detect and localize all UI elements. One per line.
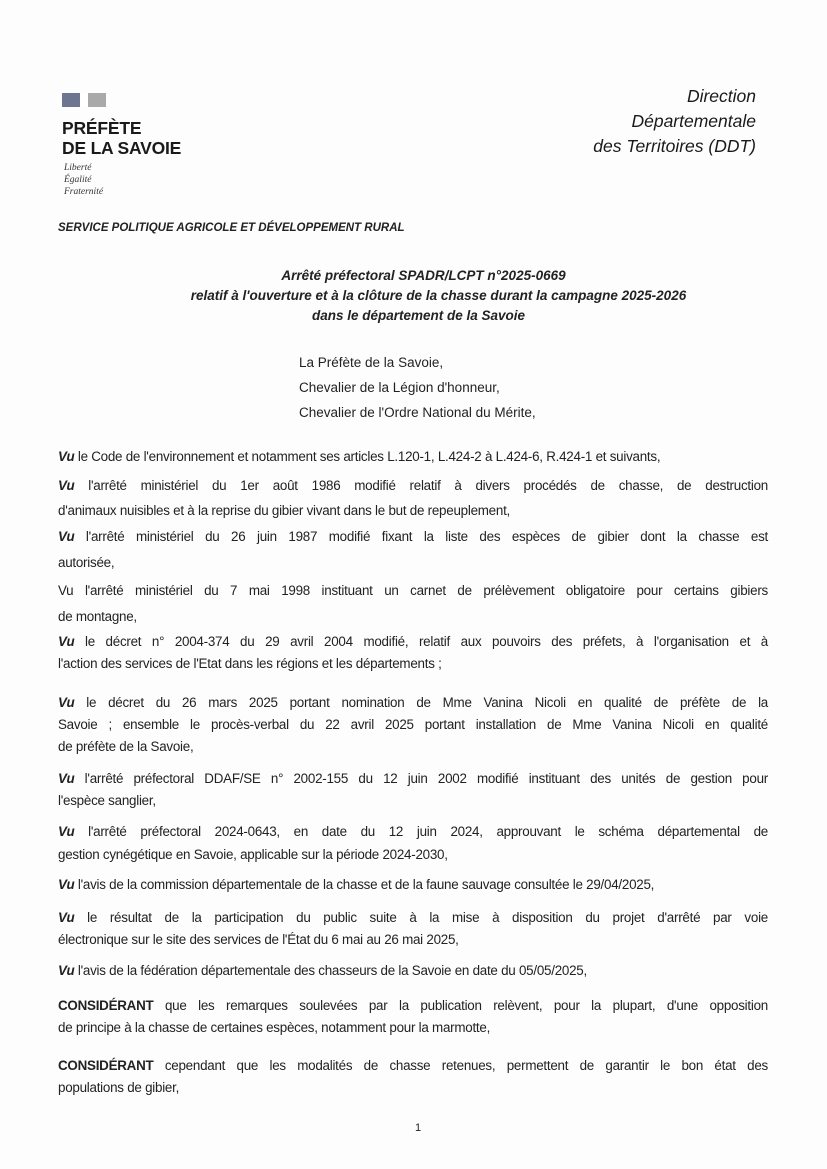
paragraph-text: le décret du 26 mars 2025 portant nomination de Mme Vanina Nicoli en qualité de préfète de la bbox=[74, 695, 768, 710]
paragraph-line bbox=[58, 631, 768, 653]
paragraph-text: l'arrêté préfectoral 2024-0643, en date du 12 juin 2024, approuvant le schéma départemental de bbox=[74, 824, 768, 839]
paragraph-line: de préfète de la Savoie, bbox=[58, 739, 194, 754]
paragraph-line: autorisée, bbox=[58, 555, 115, 570]
paragraph-line: de montagne, bbox=[58, 609, 137, 624]
service-name: SERVICE POLITIQUE AGRICOLE ET DÉVELOPPEMENT RURAL bbox=[58, 222, 405, 234]
vu-paragraph bbox=[58, 473, 768, 523]
paragraph-text: le résultat de la participation du public suite à la mise à disposition du projet d'arrêté par voie bbox=[74, 910, 768, 925]
vu-paragraph bbox=[58, 578, 768, 630]
paragraph-line bbox=[58, 820, 768, 843]
paragraph-line bbox=[58, 995, 768, 1017]
paragraph-text: l'avis de la fédération départementale des chasseurs de la Savoie en date du 05/05/2025, bbox=[74, 963, 587, 978]
paragraph-text: cependant que les modalités de chasse retenues, permettent de garantir le bon état des bbox=[153, 1058, 768, 1073]
paragraph-prefix: Vu bbox=[58, 910, 75, 925]
paragraph-line: Savoie ; ensemble le procès-verbal du 22 avril 2025 portant installation de Mme Vanina Nicoli en qualité bbox=[58, 717, 768, 732]
prefete-titles: La Préfète de la Savoie, Chevalier de la Légion d'honneur, Chevalier de l'Ordre National du Mérite, bbox=[299, 355, 536, 420]
paragraph-line: l'espèce sanglier, bbox=[58, 793, 156, 808]
vu-paragraph bbox=[58, 874, 768, 896]
vu-paragraph bbox=[58, 524, 768, 576]
paragraph-prefix: Vu bbox=[58, 529, 75, 544]
page-number: 1 bbox=[415, 1122, 422, 1134]
paragraph-line: populations de gibier, bbox=[58, 1080, 180, 1095]
direction-header: Direction Départementale des Territoires (DDT) bbox=[593, 86, 756, 156]
paragraph-line: électronique sur le site des services de l'État du 6 mai au 26 mai 2025, bbox=[58, 932, 459, 947]
paragraph-line bbox=[58, 1055, 768, 1077]
paragraph-text: le Code de l'environnement et notamment ses articles L.120-1, L.424-2 à L.424-6, R.424-1 et suivants, bbox=[74, 449, 661, 464]
paragraph-text: que les remarques soulevées par la publication relèvent, pour la plupart, d'une opposition bbox=[153, 998, 768, 1013]
paragraph-line bbox=[58, 692, 768, 714]
considerant-paragraph bbox=[58, 995, 768, 1039]
prefecture-name: PRÉFÈTE DE LA SAVOIE bbox=[62, 118, 182, 158]
marianne-logo bbox=[62, 93, 112, 107]
paragraph-line: gestion cynégétique en Savoie, applicable sur la période 2024-2030, bbox=[58, 847, 448, 862]
paragraph-prefix: Vu bbox=[58, 583, 74, 598]
republic-motto: Liberté Égalité Fraternité bbox=[64, 163, 104, 197]
paragraph-line bbox=[58, 874, 768, 896]
vu-paragraph bbox=[58, 907, 768, 951]
paragraph-prefix: Vu bbox=[58, 478, 75, 493]
paragraph-line bbox=[58, 473, 768, 498]
paragraph-line: de principe à la chasse de certaines espèces, notamment pour la marmotte, bbox=[58, 1020, 491, 1035]
paragraph-line bbox=[58, 446, 768, 468]
paragraph-prefix: Vu bbox=[58, 963, 75, 978]
paragraph-prefix: Vu bbox=[58, 695, 75, 710]
paragraph-prefix: Vu bbox=[58, 449, 75, 464]
paragraph-line: d'animaux nuisibles et à la reprise du gibier vivant dans le but de repeuplement, bbox=[58, 503, 511, 518]
paragraph-line bbox=[58, 524, 768, 550]
paragraph-line bbox=[58, 960, 768, 982]
paragraph-line bbox=[58, 768, 768, 790]
paragraph-prefix: CONSIDÉRANT bbox=[58, 998, 154, 1013]
document-title: Arrêté préfectoral SPADR/LCPT n°2025-0669 relatif à l'ouverture et à la clôture de la chasse durant la campagne 2025-2026 dans le département de la Savoie bbox=[190, 268, 687, 323]
paragraph-prefix: Vu bbox=[58, 771, 75, 786]
vu-paragraph bbox=[58, 820, 768, 866]
paragraph-text: l'arrêté préfectoral DDAF/SE n° 2002-155 du 12 juin 2002 modifié instituant des unités de gestion pour bbox=[74, 771, 768, 786]
paragraph-line: l'action des services de l'Etat dans les régions et les départements ; bbox=[58, 656, 442, 671]
vu-paragraph bbox=[58, 768, 768, 812]
paragraph-text: l'avis de la commission départementale de la chasse et de la faune sauvage consultée le 29/04/2025, bbox=[74, 877, 655, 892]
paragraph-text: l'arrêté ministériel du 1er août 1986 modifié relatif à divers procédés de chasse, de destruction bbox=[74, 478, 768, 493]
paragraph-text: l'arrêté ministériel du 7 mai 1998 instituant un carnet de prélèvement obligatoire pour certains gibiers bbox=[73, 583, 768, 598]
paragraph-prefix: Vu bbox=[58, 824, 75, 839]
paragraph-text: le décret n° 2004-374 du 29 avril 2004 modifié, relatif aux pouvoirs des préfets, à l'organisation et à bbox=[74, 634, 768, 649]
paragraph-line bbox=[58, 907, 768, 929]
vu-paragraph bbox=[58, 960, 768, 982]
paragraph-prefix: Vu bbox=[58, 634, 75, 649]
paragraph-line bbox=[58, 578, 768, 604]
paragraph-prefix: Vu bbox=[58, 877, 75, 892]
paragraph-prefix: CONSIDÉRANT bbox=[58, 1058, 154, 1073]
vu-paragraph bbox=[58, 631, 768, 675]
considerant-paragraph bbox=[58, 1055, 768, 1099]
paragraph-text: l'arrêté ministériel du 26 juin 1987 modifié fixant la liste des espèces de gibier dont la chasse est bbox=[74, 529, 768, 544]
vu-paragraph bbox=[58, 446, 768, 468]
vu-paragraph bbox=[58, 692, 768, 758]
